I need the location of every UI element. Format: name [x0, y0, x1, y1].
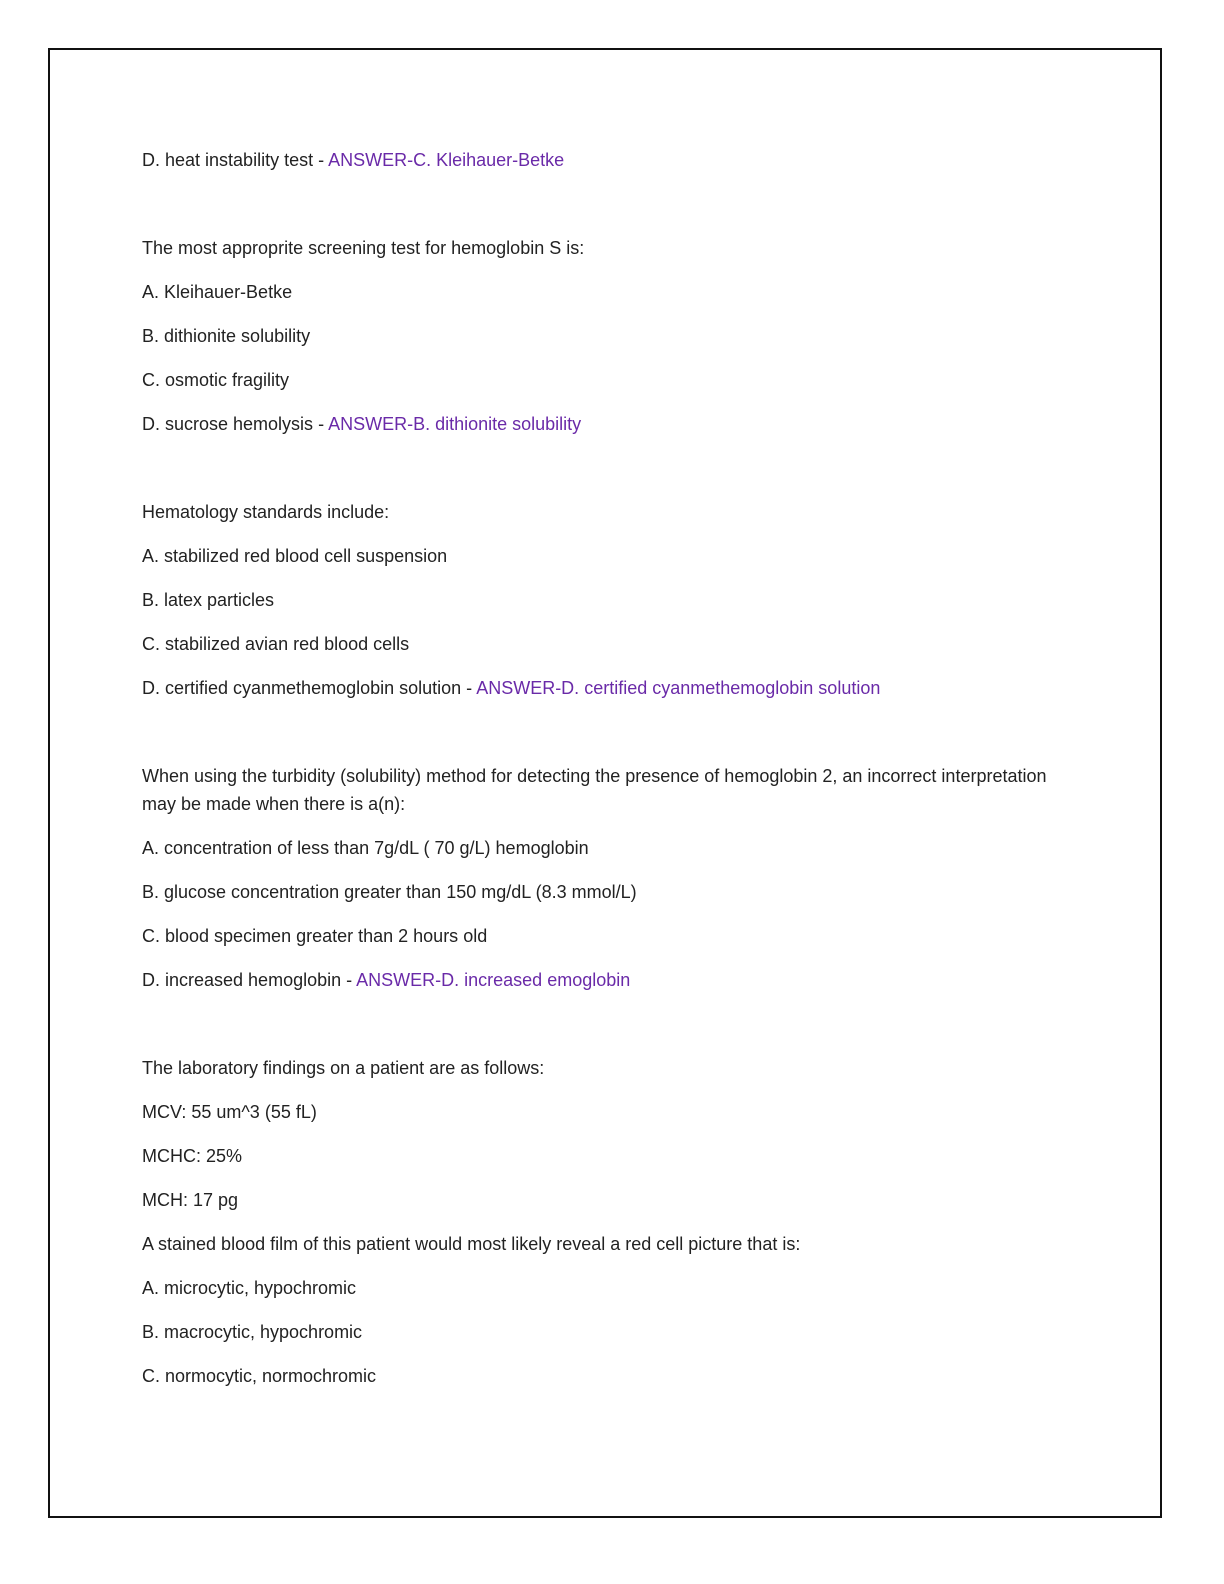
answer-text: ANSWER-D. certified cyanmethemoglobin solution [476, 678, 881, 698]
option-line: C. osmotic fragility [142, 370, 290, 390]
qa-block [142, 498, 1082, 702]
qa-block [142, 762, 1082, 994]
qa-block [142, 1054, 1082, 1390]
question-text: When using the turbidity (solubility) method for detecting the presence of hemoglobin 2, an incorrect interpretation may be made when there is a(n): [142, 766, 1047, 814]
option-line: A. microcytic, hypochromic [142, 1278, 357, 1298]
option-line: C. normocytic, normochromic [142, 1366, 377, 1386]
option-line: C. blood specimen greater than 2 hours old [142, 926, 488, 946]
option-text: D. increased hemoglobin [142, 970, 342, 990]
answer-text: ANSWER-B. dithionite solubility [328, 414, 582, 434]
option-line: B. macrocytic, hypochromic [142, 1322, 363, 1342]
option-line: D. increased hemoglobin - ANSWER-D. increased emoglobin [142, 970, 631, 990]
option-line: B. dithionite solubility [142, 326, 311, 346]
option-line: B. glucose concentration greater than 150 mg/dL (8.3 mmol/L) [142, 882, 637, 902]
question-text: Hematology standards include: [142, 502, 390, 522]
document-body [142, 146, 1082, 1406]
option-text: D. certified cyanmethemoglobin solution [142, 678, 462, 698]
option-line: A. Kleihauer-Betke [142, 282, 293, 302]
finding-line: MCV: 55 um^3 (55 fL) [142, 1102, 317, 1122]
option-line: B. latex particles [142, 590, 275, 610]
option-line: C. stabilized avian red blood cells [142, 634, 410, 654]
option-text: D. sucrose hemolysis [142, 414, 314, 434]
option-line: D. heat instability test - ANSWER-C. Kleihauer-Betke [142, 150, 565, 170]
qa-block [142, 234, 1082, 438]
finding-line: MCHC: 25% [142, 1146, 243, 1166]
qa-block [142, 146, 1082, 174]
question-text: The most approprite screening test for hemoglobin S is: [142, 238, 585, 258]
answer-text: ANSWER-D. increased emoglobin [356, 970, 631, 990]
option-line: D. sucrose hemolysis - ANSWER-B. dithionite solubility [142, 414, 582, 434]
option-line: A. concentration of less than 7g/dL ( 70 g/L) hemoglobin [142, 838, 589, 858]
question-text: A stained blood film of this patient would most likely reveal a red cell picture that is: [142, 1234, 801, 1254]
finding-line: MCH: 17 pg [142, 1190, 239, 1210]
option-line: D. certified cyanmethemoglobin solution - ANSWER-D. certified cyanmethemoglobin solution [142, 678, 881, 698]
answer-text: ANSWER-C. Kleihauer-Betke [328, 150, 565, 170]
option-line: A. stabilized red blood cell suspension [142, 546, 448, 566]
option-text: D. heat instability test [142, 150, 314, 170]
question-text: The laboratory findings on a patient are as follows: [142, 1058, 545, 1078]
